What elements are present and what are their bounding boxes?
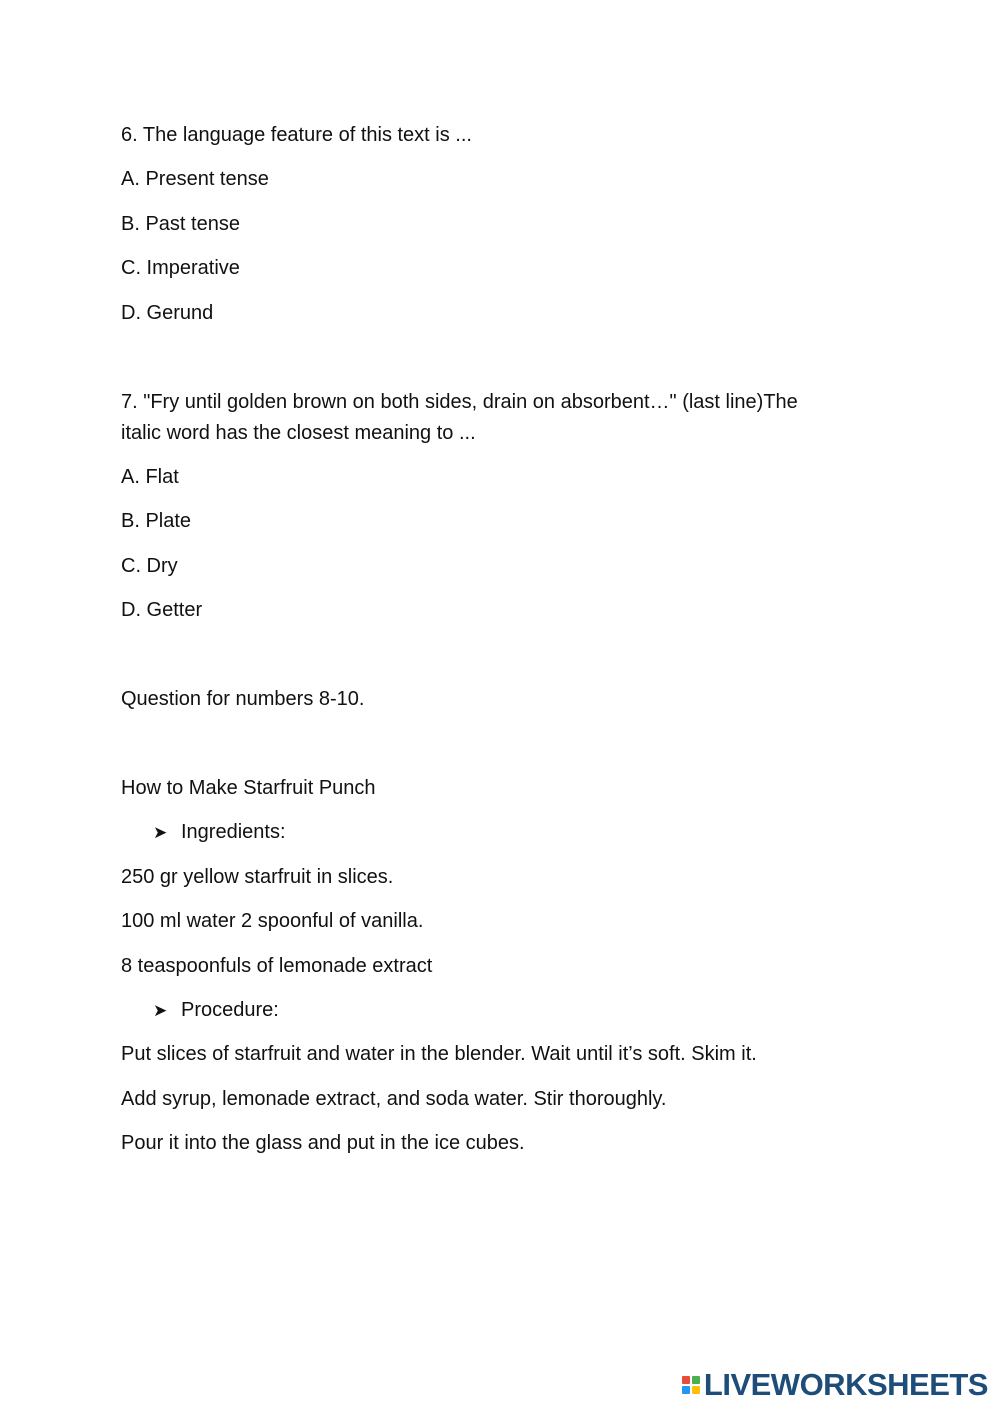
procedure-step-1: Put slices of starfruit and water in the blender. Wait until it’s soft. Skim it.	[121, 1043, 757, 1065]
logo-text: LIVEWORKSHEETS	[703, 1367, 988, 1402]
ingredients-heading-row	[153, 817, 286, 849]
q6-option-d: D. Gerund	[121, 302, 214, 324]
arrowhead-bullet-icon: ➤	[153, 1001, 168, 1021]
logo-mark-square	[692, 1376, 700, 1384]
logo-mark-icon	[682, 1376, 700, 1394]
q7-option-b: B. Plate	[121, 510, 192, 532]
ingredients-heading: Ingredients:	[181, 821, 286, 843]
logo-mark-square	[682, 1376, 690, 1384]
ingredient-1: 250 gr yellow starfruit in slices.	[121, 866, 394, 888]
q7-option-c: C. Dry	[121, 555, 178, 577]
procedure-heading: Procedure:	[181, 999, 279, 1021]
ingredient-2: 100 ml water 2 spoonful of vanilla.	[121, 910, 424, 932]
question-6: 6. The language feature of this text is ...	[121, 124, 472, 146]
ingredient-3: 8 teaspoonfuls of lemonade extract	[121, 955, 433, 977]
q6-option-c: C. Imperative	[121, 257, 240, 279]
logo-mark-square	[682, 1386, 690, 1394]
arrowhead-bullet-icon: ➤	[153, 823, 168, 843]
recipe-title: How to Make Starfruit Punch	[121, 777, 376, 799]
section-intro: Question for numbers 8-10.	[121, 688, 365, 710]
q6-option-b: B. Past tense	[121, 213, 240, 235]
q6-option-a: A. Present tense	[121, 168, 269, 190]
q7-option-d: D. Getter	[121, 599, 203, 621]
procedure-heading-row	[153, 995, 279, 1027]
liveworksheets-logo[interactable]	[682, 1368, 988, 1402]
question-7-line-1: 7. "Fry until golden brown on both sides, drain on absorbent…" (last line)The	[121, 391, 798, 413]
procedure-step-3: Pour it into the glass and put in the ice cubes.	[121, 1132, 525, 1154]
question-7-line-2: italic word has the closest meaning to ...	[121, 422, 476, 444]
procedure-step-2: Add syrup, lemonade extract, and soda water. Stir thoroughly.	[121, 1088, 667, 1110]
q7-option-a: A. Flat	[121, 466, 179, 488]
logo-mark-square	[692, 1386, 700, 1394]
